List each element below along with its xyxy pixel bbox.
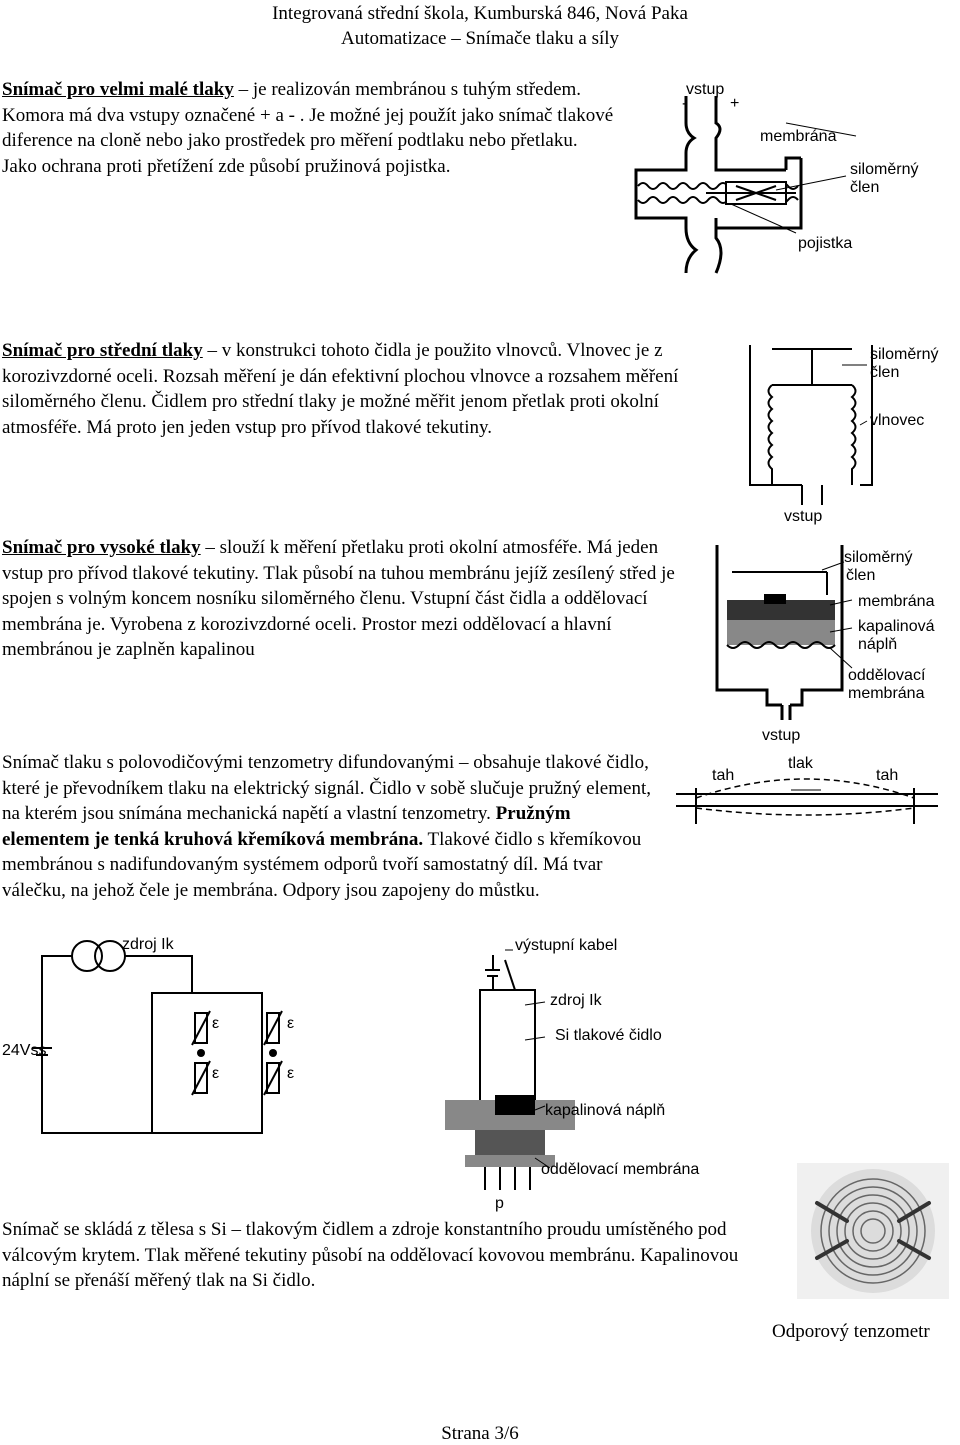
label-clen: člen xyxy=(846,567,876,584)
header-subject: Automatizace – Snímače tlaku a síly xyxy=(340,28,620,49)
figure-membrane-strain xyxy=(676,750,938,824)
label-vstup: vstup xyxy=(784,508,823,525)
label-membrana2: membrána xyxy=(848,685,925,702)
figure-high-pressure-sensor xyxy=(712,540,952,745)
label-minus: - xyxy=(682,95,688,112)
label-vstup: vstup xyxy=(686,81,725,98)
label-p: p xyxy=(495,1195,504,1212)
label-eps-1: ε xyxy=(212,1015,220,1032)
label-oddelovaci: oddělovací membrána xyxy=(541,1161,700,1178)
section-title: Snímač pro střední tlaky xyxy=(2,340,203,361)
section-title: Snímač pro vysoké tlaky xyxy=(2,537,201,558)
label-eps-2: ε xyxy=(287,1015,295,1032)
section-very-low-pressure xyxy=(2,77,617,179)
label-vlnovec: vlnovec xyxy=(870,412,925,429)
label-plus: + xyxy=(730,95,740,112)
figure-si-sensor-construction xyxy=(425,930,725,1212)
label-silomerny: siloměrný xyxy=(870,346,939,363)
section-text-block xyxy=(2,750,657,904)
section-si-sensor xyxy=(2,1217,742,1294)
section-title: Snímač pro velmi malé tlaky xyxy=(2,79,234,100)
figure-resistive-strain-gauge xyxy=(797,1163,949,1299)
section-text: – je realizován membránou s tuhým středem. Komora má dva vstupy označené + a - . Je možné jej použít jako snímač tlakové diference na cloně nebo jako prostředek pro měření podtlaku nebo přetlaku. Jako ochrana proti přetížení zde působí pružinová pojistka. xyxy=(2,79,614,177)
label-silomerny: siloměrný xyxy=(850,161,919,178)
label-tah-left: tah xyxy=(712,767,735,784)
label-kabel: výstupní kabel xyxy=(515,937,618,954)
label-zdroj: zdroj Ik xyxy=(122,936,174,953)
section-high-pressure xyxy=(2,535,702,663)
label-kapalinova: kapalinová xyxy=(858,618,935,635)
section-text: – v konstrukci tohoto čidla je použito vlnovců. Vlnovec je z korozivzdorné oceli. Rozsah měření je dán efektivní plochou vlnovce a rozsahem měření siloměrného členu. Čidlem pro střední tlaky je možné měřit jenom přetlak proti okolní atmosféře. Má proto jen jeden vstup pro přívod tlakové tekutiny. xyxy=(2,340,679,438)
section-text-cont: Tlakové čidlo s křemíkovou membránou s nadifundovaným systémem odporů tvoří samostatný díl. Má tvar válečku, na jehož čele je membrána. Odpory jsou zapojeny do můstku. xyxy=(2,828,642,901)
label-oddelovaci: oddělovací xyxy=(848,667,926,684)
section-text: Snímač tlaku s polovodičovými tenzometry difundovanými – obsahuje tlakové čidlo, které je převodníkem tlaku na elektrický signál. Čidlo v sobě slučuje pružný element, na kterém jsou snímána mechanická napětí a vlastní tenzometry. xyxy=(2,752,651,825)
figure-caption: Odporový tenzometr xyxy=(772,1321,930,1342)
label-napln: náplň xyxy=(858,636,898,653)
figure-very-low-pressure-sensor xyxy=(626,78,932,278)
figure-medium-pressure-sensor xyxy=(742,335,952,527)
section-bold-text: Pružným elementem je tenká kruhová křemíková membrána. xyxy=(2,803,571,850)
label-zdroj: zdroj Ik xyxy=(550,992,602,1009)
label-membrana: membrána xyxy=(760,128,837,145)
section-medium-pressure xyxy=(2,338,732,440)
section-text: – slouží k měření přetlaku proti okolní atmosféře. Má jeden vstup pro přívod tlakové tekutiny. Tlak působí na tuhou membránu jejíž zesílený střed je spojen s volným koncem nosníku siloměrného členu. Vstupní část čidla a oddělovací membrána je. Vyrobena z korozivzdorné oceli. Prostor mezi oddělovací a hlavní membránou je zaplněn kapalinou xyxy=(2,537,675,661)
figure-bridge-circuit xyxy=(2,933,327,1166)
label-tlak: tlak xyxy=(788,755,813,772)
label-voltage: 24Vss xyxy=(2,1042,47,1059)
label-tah-right: tah xyxy=(876,767,899,784)
label-eps-4: ε xyxy=(287,1065,295,1082)
label-clen: člen xyxy=(850,179,880,196)
label-silomerny: siloměrný xyxy=(844,549,913,566)
label-membrana: membrána xyxy=(858,593,935,610)
header-school: Integrovaná střední škola, Kumburská 846, Nová Paka xyxy=(272,3,688,24)
page-number: Strana 3/6 xyxy=(441,1423,519,1444)
label-eps-3: ε xyxy=(212,1065,220,1082)
label-si: Si tlakové čidlo xyxy=(555,1027,662,1044)
label-clen: člen xyxy=(870,364,900,381)
label-vstup: vstup xyxy=(762,727,801,744)
section-text: Snímač se skládá z tělesa s Si – tlakovým čidlem a zdroje konstantního proudu umístěného pod válcovým krytem. Tlak měřené tekutiny působí na oddělovací kovovou membránu. Kapalinovou náplní se přenáší měřený tlak na Si čidlo. xyxy=(2,1219,739,1292)
label-pojistka: pojistka xyxy=(798,235,853,252)
label-kapalinova: kapalinová náplň xyxy=(545,1102,666,1119)
